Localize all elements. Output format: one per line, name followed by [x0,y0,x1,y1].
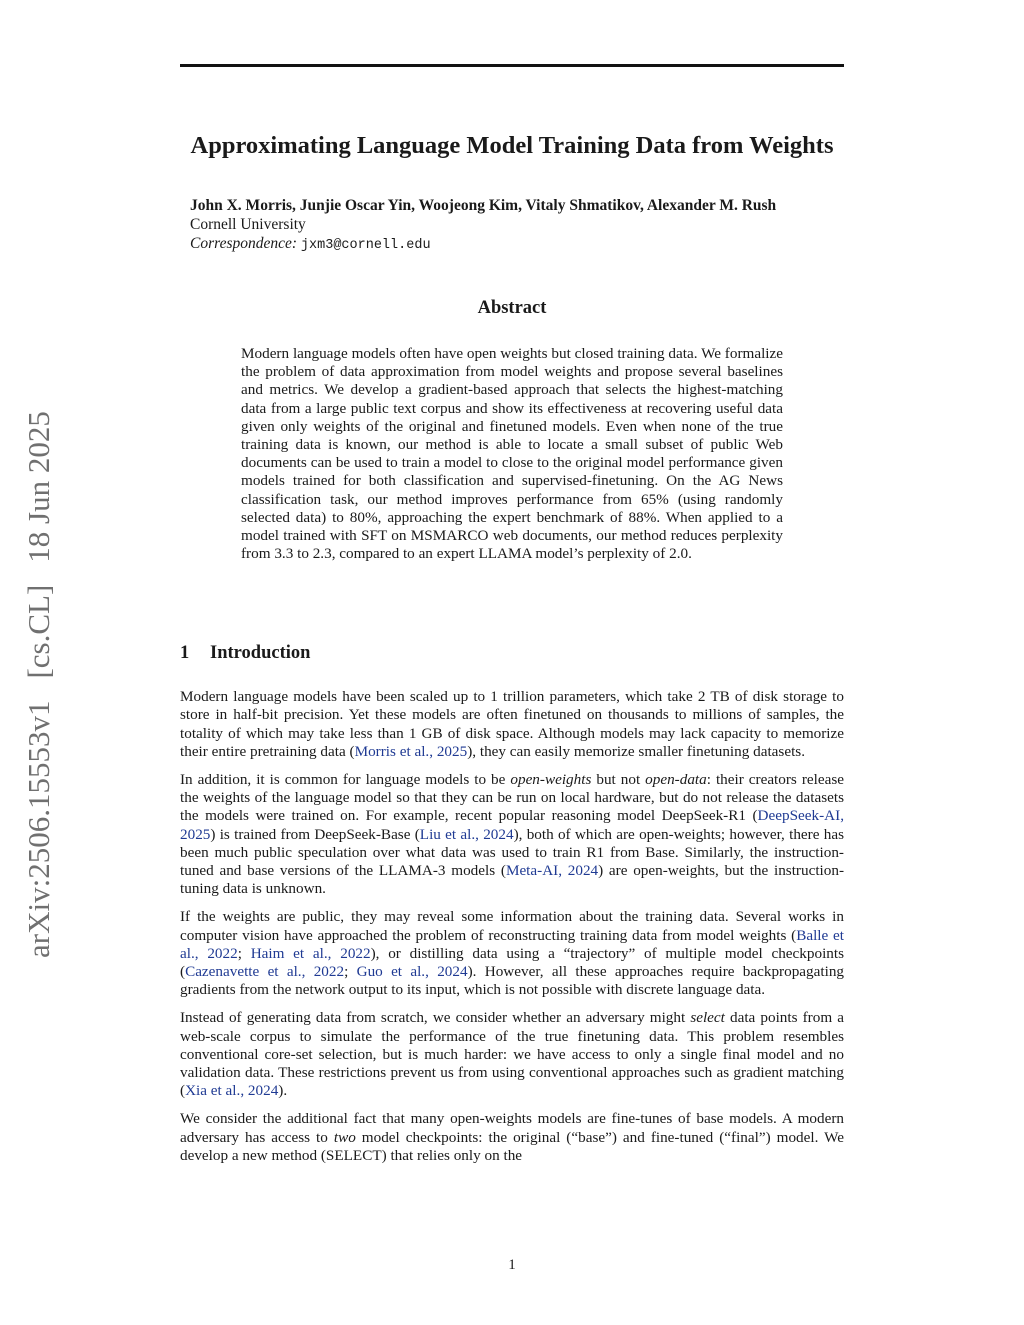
text-run: model checkpoints: the original (“base”) and fine-tuned (“final”) model. We develop a new method (SELECT) that relies only on the [180,1128,844,1164]
paragraph-3: If the weights are public, they may reveal some information about the training data. Several works in computer vision have approached the problem of reconstructing training data from model weights (Balle et al., 2022; Haim et al., 2022), or distilling data using a “trajectory” of multiple model checkpoints (Cazenavette et al., 2022; Guo et al., 2024). However, all these approaches require backpropagating gradients from the network output to its input, which is not possible with discrete language data. [180,908,845,999]
page-number: 1 [508,1257,516,1273]
section-heading [180,643,310,664]
emphasis: open-weights [510,770,592,788]
emphasis: open-data [645,770,707,788]
text-run: ) are open-weights, but the instruction-tuning data is unknown. [180,862,845,898]
text-run: ). [278,1082,288,1100]
citation-link[interactable]: Morris et al., 2025 [354,742,468,760]
citation-link[interactable]: Cazenavette et al., 2022 [185,963,345,981]
citation-link[interactable]: Haim et al., 2022 [250,944,371,962]
paragraph-2 [180,771,844,899]
arxiv-date: 18 Jun 2025 [21,411,56,563]
text-run: ) is trained from DeepSeek-Base ( [210,825,420,843]
abstract-heading: Abstract [477,298,547,318]
correspondence [190,234,870,255]
top-rule [180,64,844,67]
paragraph-1 [180,688,844,761]
text-run: but not [591,770,646,788]
author-names: John X. Morris, Junjie Oscar Yin, Woojeong Kim, Vitaly Shmatikov, Alexander M. Rush [190,197,777,214]
text-run: We consider the additional fact that many open-weights models are fine-tunes of base models. A modern adversary has access to [180,1110,844,1146]
citation-link[interactable]: Liu et al., 2024 [419,825,514,843]
emphasis: select [690,1009,725,1027]
paragraph-4 [180,1009,844,1100]
text-run: ). However, all these approaches require backpropagating gradients from the network output to its input, which is not possible with discrete language data. [180,963,845,999]
citation-link[interactable]: Balle et al., 2022 [180,926,844,962]
affiliation: Cornell University [190,216,306,233]
text-run: Instead of generating data from scratch, we consider whether an adversary might [180,1009,691,1027]
text-run: ), or distilling data using a “trajectory” of multiple model checkpoints ( [180,944,845,981]
arxiv-watermark [14,358,64,958]
citation-link[interactable]: Meta-AI, 2024 [505,862,599,880]
correspondence-label: Correspondence: [190,235,298,252]
arxiv-category: [cs.CL] [21,584,56,679]
text-run: ), they can easily memorize smaller finetuning datasets. [467,742,806,760]
arxiv-id[interactable]: arXiv:2506.15553v1 [21,700,56,958]
text-run: ), both of which are open-weights; however, there has been much public speculation over what data was used to train R1 from Base. Similarly, the instruction-tuned and base versions of the LLAMA-3 models ( [180,825,844,880]
paper-title: Approximating Language Model Training Data from Weights [190,132,834,159]
paragraph-5 [180,1110,844,1165]
citation-link[interactable]: Xia et al., 2024 [185,1082,279,1100]
citation-link[interactable]: DeepSeek-AI, 2025 [180,807,844,843]
text-run: In addition, it is common for language models to be [180,770,511,788]
author-block [190,196,870,255]
text-run: Modern language models have been scaled up to 1 trillion parameters, which take 2 TB of disk storage to store in half-bit precision. Yet these models are often finetuned on thousands to millions of samples, the totality of which may take less than 1 GB of disk space. Although models may lack capacity to memorize their entire pretraining data ( [180,688,844,760]
abstract-text: Modern language models often have open weights but closed training data. We formalize the problem of data approximation from model weights and propose several baselines and metrics. We develop a gradient-based approach that selects the highest-matching data from a large public text corpus and show its effectiveness at recovering useful data given only weights of the original and finetuned models. Even when none of the true training data is known, our method is able to locate a small subset of public Web documents can be used to train a model to close to the original model performance given models trained for both classification and supervised-finetuning. On the AG News classification task, our method improves performance from 65% (using randomly selected data) to 80%, approaching the expert benchmark of 88%. When applied to a model trained with SFT on MSMARCO web documents, our method reduces perplexity from 3.3 to 2.3, compared to an expert LLAMA model’s perplexity of 2.0. [241,345,783,563]
text-run: If the weights are public, they may reveal some information about the training data. Several works in computer vision have approached the problem of reconstructing training data from model weights ( [180,908,844,944]
email-link[interactable]: jxm3@cornell.edu [300,238,431,253]
section-number: 1 [180,643,190,663]
text-run: data points from a web-scale corpus to simulate the performance of the true finetuning data. This problem resembles conventional core-set selection, but is much harder: we have access to only a single final model and no validation data. These restrictions prevent us from using conventional approaches such as gradient matching ( [180,1009,844,1100]
emphasis: two [333,1128,356,1146]
text-run: : their creators release the weights of the language model so that they can be run on local hardware, but do not release the datasets the models were trained on. For example, recent popular reasoning model DeepSeek-R1 ( [180,770,844,825]
section-body [180,688,844,1175]
section-title: Introduction [210,643,311,663]
citation-link[interactable]: Guo et al., 2024 [356,963,468,981]
